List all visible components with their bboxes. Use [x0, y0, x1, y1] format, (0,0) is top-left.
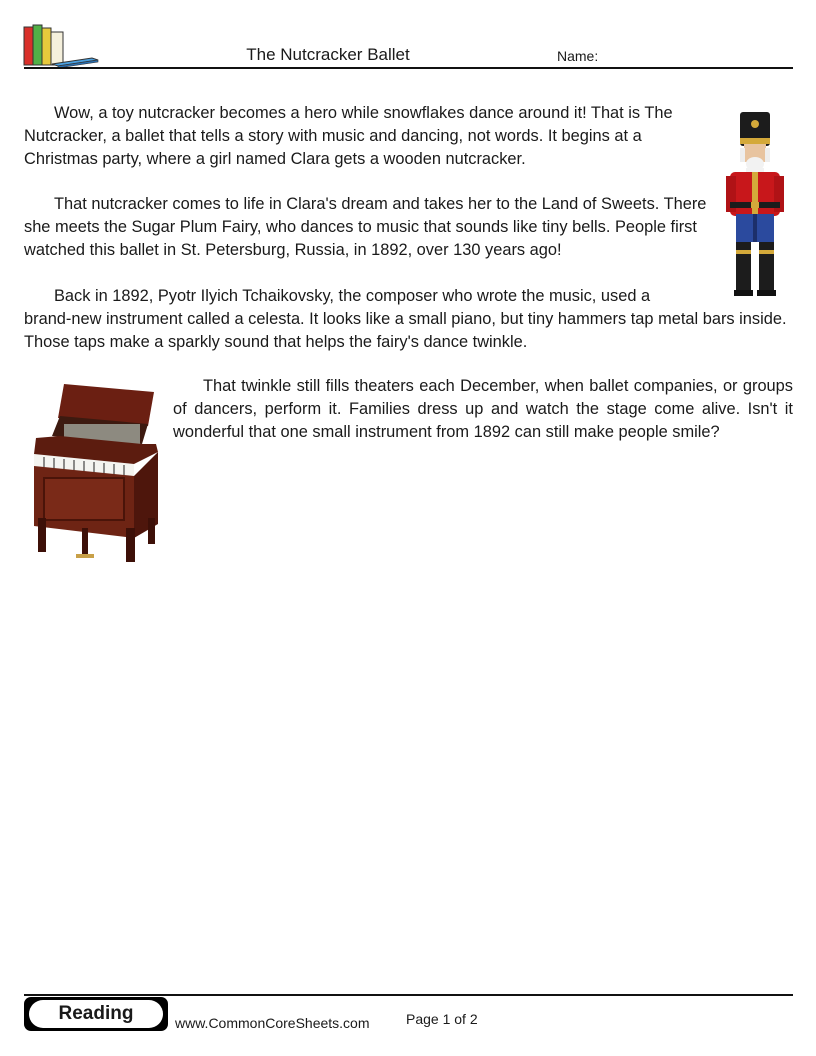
celesta-image [30, 378, 162, 568]
nutcracker-image [724, 110, 788, 298]
reading-badge [24, 997, 168, 1031]
name-label: Name: [557, 48, 599, 64]
paragraph-3-rest: brand-new instrument called a celesta. It looks like a small piano, but tiny hammers tap metal bars inside. Those taps make a sparkly sound that helps the fairy's dance twinkle. [24, 310, 787, 351]
site-url: www.CommonCoreSheets.com [175, 1015, 370, 1031]
page-title: The Nutcracker Ballet [246, 45, 410, 64]
paragraph-4: That twinkle still fills theaters each December, when ballet companies, or groups of dancers, perform it. Families dress up and watch the stage come alive. Isn't it wonderful that one small instrument from 1892 can still make people smile? [173, 377, 793, 441]
paragraph-3 [24, 285, 793, 354]
paragraph-2: That nutcracker comes to life in Clara's dream and takes her to the Land of Sweets. There she meets the Sugar Plum Fairy, who dances to music that sounds like tiny bells. People first watched this ballet in St. Petersburg, Russia, in 1892, over 130 years ago! [24, 195, 707, 259]
books-icon [22, 24, 102, 68]
paragraph-3-line-1: Back in 1892, Pyotr Ilyich Tchaikovsky, the composer who wrote the music, used a [54, 287, 651, 305]
header-rule [24, 67, 793, 69]
footer-rule [24, 994, 793, 996]
page-number: Page 1 of 2 [406, 1011, 478, 1027]
reading-badge-label: Reading [29, 1000, 163, 1028]
paragraph-1: Wow, a toy nutcracker becomes a hero while snowflakes dance around it! That is The Nutcracker, a ballet that tells a story with music and dancing, not words. It begins at a Christmas party, where a girl named Clara gets a wooden nutcracker. [24, 104, 673, 168]
